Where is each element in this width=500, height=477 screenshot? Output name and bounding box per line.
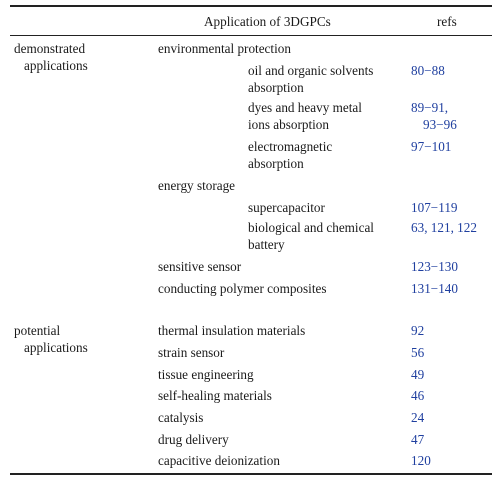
item-dyes-metal: dyes and heavy metal bbox=[248, 100, 362, 115]
group-label-demonstrated-cont: applications bbox=[24, 58, 88, 73]
refs-strain-sensor: 56 bbox=[411, 345, 425, 360]
item-oil-solvents: oil and organic solvents bbox=[248, 63, 374, 78]
item-dyes-metal-cont: ions absorption bbox=[248, 117, 329, 132]
refs-thermal-insulation: 92 bbox=[411, 323, 425, 338]
item-battery-cont: battery bbox=[248, 237, 285, 252]
item-conducting-polymer: conducting polymer composites bbox=[158, 281, 327, 296]
item-supercapacitor: supercapacitor bbox=[248, 200, 325, 215]
item-electromagnetic-cont: absorption bbox=[248, 156, 304, 171]
refs-sensitive-sensor: 123−130 bbox=[411, 259, 458, 274]
item-battery: biological and chemical bbox=[248, 220, 374, 235]
bottom-rule bbox=[10, 473, 492, 475]
refs-dyes-metal-cont: 93−96 bbox=[423, 117, 457, 132]
item-catalysis: catalysis bbox=[158, 410, 204, 425]
header-rule bbox=[10, 35, 492, 36]
item-sensitive-sensor: sensitive sensor bbox=[158, 259, 242, 274]
refs-electromagnetic: 97−101 bbox=[411, 139, 452, 154]
refs-conducting-polymer: 131−140 bbox=[411, 281, 458, 296]
refs-supercapacitor: 107−119 bbox=[411, 200, 458, 215]
group-label-demonstrated: demonstrated bbox=[14, 41, 86, 56]
item-self-healing: self-healing materials bbox=[158, 388, 272, 403]
category-energy: energy storage bbox=[158, 178, 236, 193]
item-electromagnetic: electromagnetic bbox=[248, 139, 333, 154]
item-tissue-engineering: tissue engineering bbox=[158, 367, 254, 382]
refs-tissue-engineering: 49 bbox=[411, 367, 425, 382]
item-drug-delivery: drug delivery bbox=[158, 432, 229, 447]
top-rule bbox=[10, 5, 492, 7]
refs-oil-solvents: 80−88 bbox=[411, 63, 445, 78]
item-strain-sensor: strain sensor bbox=[158, 345, 225, 360]
refs-drug-delivery: 47 bbox=[411, 432, 425, 447]
refs-battery: 63, 121, 122 bbox=[411, 220, 477, 235]
group-label-potential: potential bbox=[14, 323, 61, 338]
item-capacitive-deionization: capacitive deionization bbox=[158, 453, 280, 468]
header-refs: refs bbox=[437, 14, 457, 29]
refs-self-healing: 46 bbox=[411, 388, 425, 403]
item-thermal-insulation: thermal insulation materials bbox=[158, 323, 306, 338]
category-environmental: environmental protection bbox=[158, 41, 291, 56]
item-oil-solvents-cont: absorption bbox=[248, 80, 304, 95]
header-application: Application of 3DGPCs bbox=[204, 14, 331, 29]
refs-dyes-metal: 89−91, bbox=[411, 100, 449, 115]
group-label-potential-cont: applications bbox=[24, 340, 88, 355]
refs-catalysis: 24 bbox=[411, 410, 425, 425]
refs-capacitive-deionization: 120 bbox=[411, 453, 431, 468]
